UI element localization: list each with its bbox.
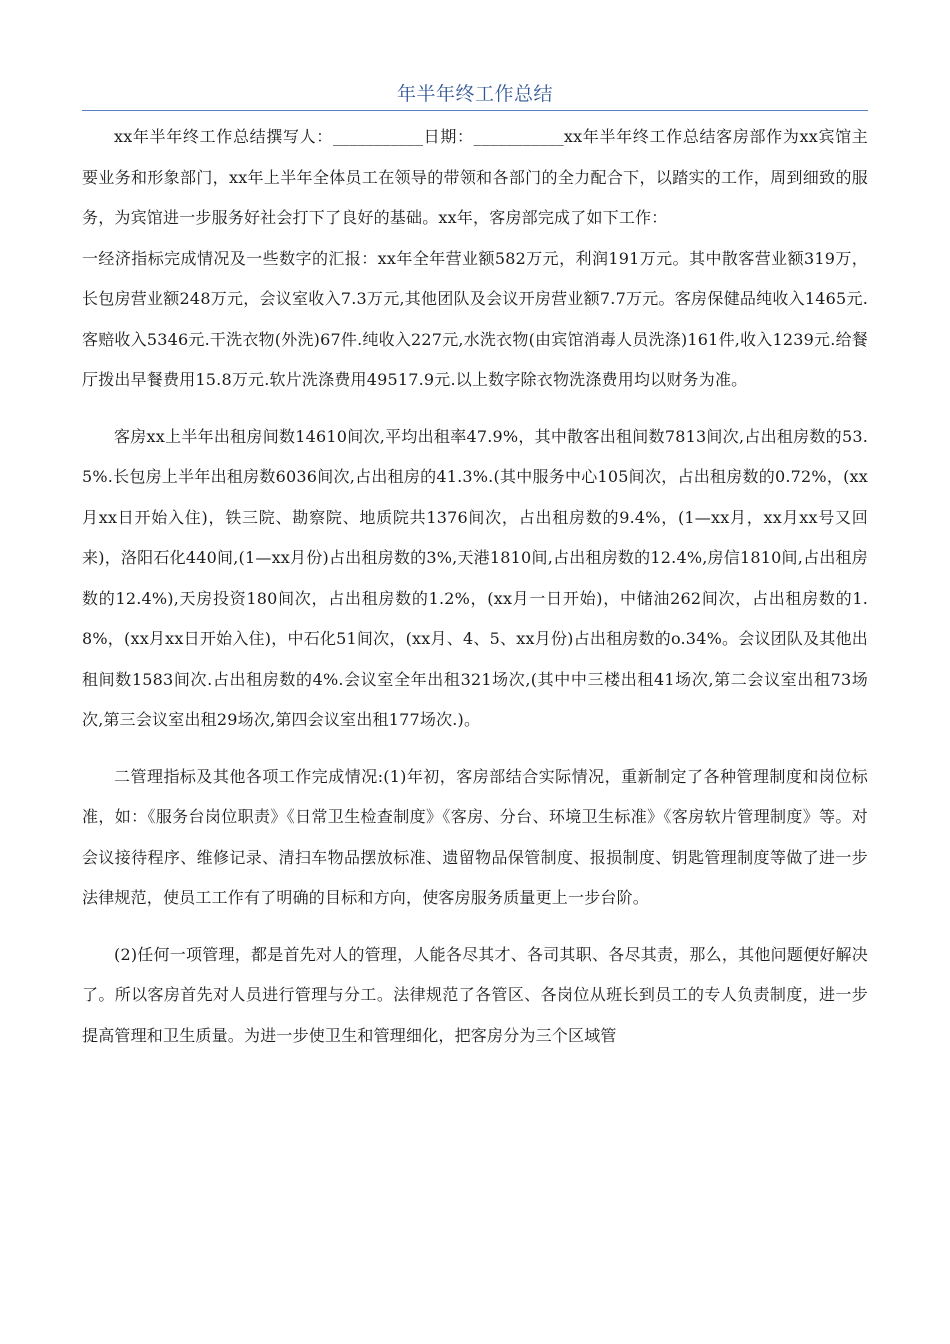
paragraph-room-occupancy: 客房xx上半年出租房间数14610间次,平均出租率47.9%，其中散客出租间数7813间次,占出租房数的53.5%.长包房上半年出租房数6036间次,占出租房的41.3%.(其中服务中心105间次，占出租房数的0.72%，(xx月xx日开始入住)，铁三院、勘察院、地质院共1376间次，占出租房数的9.4%，(1—xx月，xx月xx号又回来)，洛阳石化440间,(1—xx月份)占出租房数的3%,天港1810间,占出租房数的12.4%,房信1810间,占出租房数的12.4%),天房投资180间次，占出租房数的1.2%，(xx月一日开始)，中储油262间次，占出租房数的1.8%，(xx月xx日开始入住)，中石化51间次，(xx月、4、5、xx月份)占出租房数的o.34%。会议团队及其他出租间数1583间次.占出租房数的4%.会议室全年出租321场次,(其中中三楼出租41场次,第二会议室出租73场次,第三会议室出租29场次,第四会议室出租177场次.)。 [82, 426, 868, 729]
document-page [82, 78, 868, 1056]
title-underline [82, 110, 868, 111]
paragraph-economic-indicators: 一经济指标完成情况及一些数字的汇报：xx年全年营业额582万元，利润191万元。其中散客营业额319万，长包房营业额248万元，会议室收入7.3万元,其他团队及会议开房营业额7.7万元。客房保健品纯收入1465元.客赔收入5346元.干洗衣物(外洗)67件.纯收入227元,水洗衣物(由宾馆消毒人员洗涤)161件,收入1239元.给餐厅拨出早餐费用15.8万元.软片洗涤费用49517.9元.以上数字除衣物洗涤费用均以财务为准。 [82, 248, 868, 389]
paragraph-staff-management: (2)任何一项管理，都是首先对人的管理，人能各尽其才、各司其职、各尽其责，那么，其他问题便好解决了。所以客房首先对人员进行管理与分工。法律规范了各管区、各岗位从班长到员工的专人负责制度，进一步提高管理和卫生质量。为进一步使卫生和管理细化，把客房分为三个区域管 [82, 944, 868, 1045]
paragraph-intro: xx年半年终工作总结撰写人：___________日期：___________xx年半年终工作总结客房部作为xx宾馆主要业务和形象部门，xx年上半年全体员工在领导的带领和各部门的全力配合下，以踏实的工作，周到细致的服务，为宾馆进一步服务好社会打下了良好的基础。xx年，客房部完成了如下工作： [82, 127, 868, 227]
document-title: 年半年终工作总结 [396, 83, 553, 105]
paragraph-management-indicators: 二管理指标及其他各项工作完成情况:(1)年初，客房部结合实际情况，重新制定了各种管理制度和岗位标准，如：《服务台岗位职责》《日常卫生检查制度》《客房、分台、环境卫生标准》《客房软片管理制度》等。对会议接待程序、维修记录、清扫车物品摆放标准、遗留物品保管制度、报损制度、钥匙管理制度等做了进一步法律规范，使员工工作有了明确的目标和方向，使客房服务质量更上一步台阶。 [82, 766, 868, 907]
